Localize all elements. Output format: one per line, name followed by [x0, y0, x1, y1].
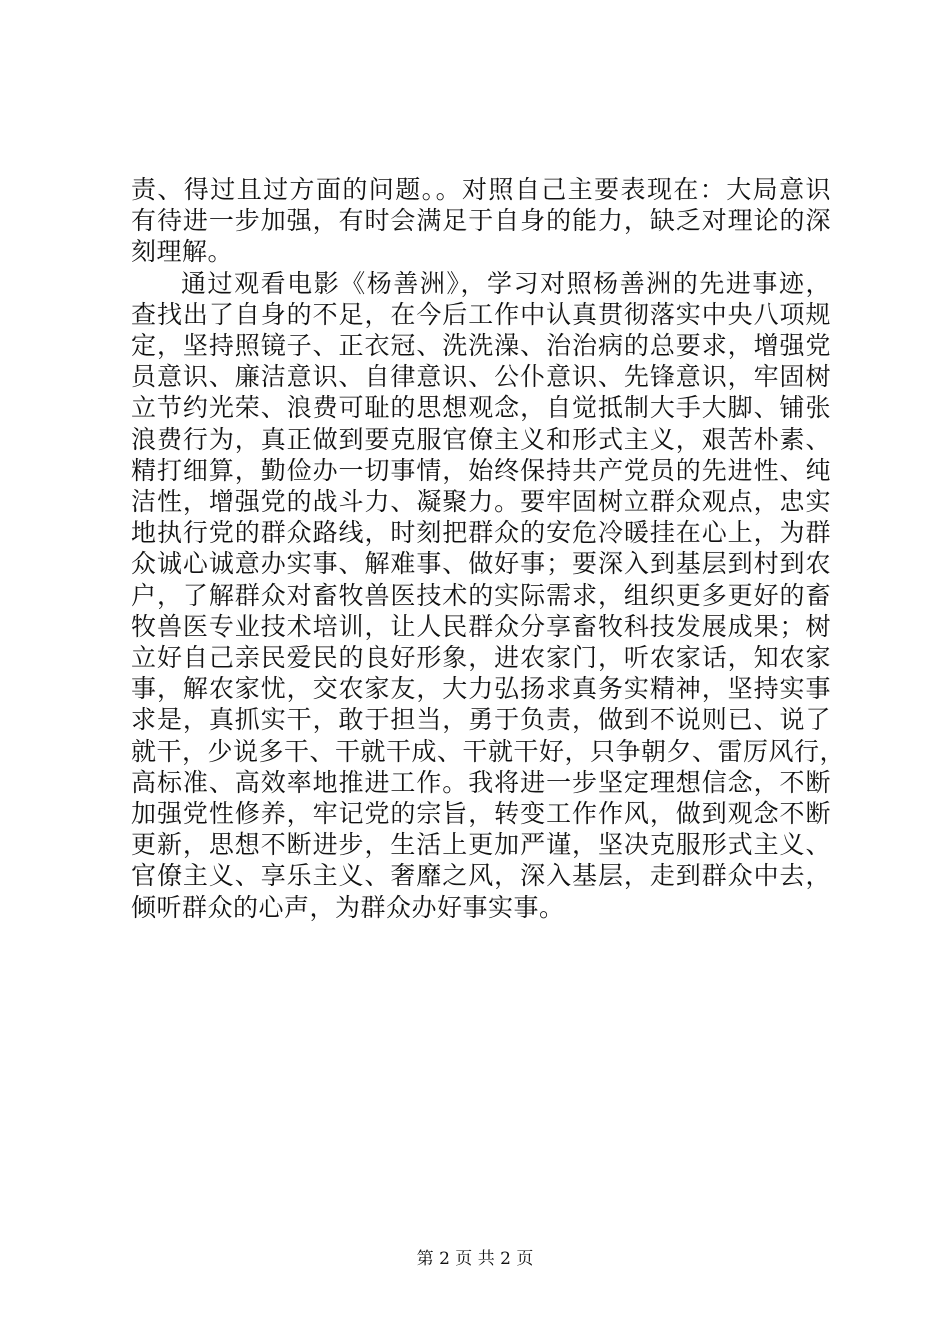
text-line: 责、得过且过方面的问题。。对照自己主要表现在：大局意识 — [131, 175, 831, 204]
text-line: 地执行党的群众路线，时刻把群众的安危冷暖挂在心上，为群 — [131, 518, 831, 548]
text-line: 通过观看电影《杨善洲》，学习对照杨善洲的先进事迹， — [181, 268, 831, 298]
text-line: 立节约光荣、浪费可耻的思想观念，自觉抵制大手大脚、铺张 — [131, 393, 831, 423]
page-footer — [0, 1244, 950, 1269]
text-line: 牧兽医专业技术培训，让人民群众分享畜牧科技发展成果；树 — [131, 611, 831, 641]
page-number-label: 第 2 页 共 2 页 — [416, 1249, 534, 1269]
text-line: 官僚主义、享乐主义、奢靡之风，深入基层，走到群众中去， — [131, 861, 831, 891]
text-line: 事，解农家忧，交农家友，大力弘扬求真务实精神，坚持实事 — [131, 674, 831, 704]
text-line: 员意识、廉洁意识、自律意识、公仆意识、先锋意识，牢固树 — [131, 362, 831, 392]
text-line: 高标准、高效率地推进工作。我将进一步坚定理想信念，不断 — [131, 767, 831, 797]
text-line: 更新，思想不断进步，生活上更加严谨，坚决克服形式主义、 — [131, 830, 831, 860]
text-line: 加强党性修养，牢记党的宗旨，转变工作作风，做到观念不断 — [131, 799, 831, 829]
text-line: 有待进一步加强，有时会满足于自身的能力，缺乏对理论的深 — [131, 206, 831, 236]
text-line: 户，了解群众对畜牧兽医技术的实际需求，组织更多更好的畜 — [131, 580, 831, 610]
text-line: 就干，少说多干、干就干成、干就干好，只争朝夕、雷厉风行， — [131, 736, 846, 766]
text-line: 定，坚持照镜子、正衣冠、洗洗澡、治治病的总要求，增强党 — [131, 331, 831, 361]
text-line: 查找出了自身的不足，在今后工作中认真贯彻落实中央八项规 — [131, 299, 831, 329]
text-line: 洁性，增强党的战斗力、凝聚力。要牢固树立群众观点，忠实 — [131, 487, 831, 517]
text-line: 精打细算，勤俭办一切事情，始终保持共产党员的先进性、纯 — [131, 455, 831, 485]
text-line: 众诚心诚意办实事、解难事、做好事；要深入到基层到村到农 — [131, 549, 831, 579]
paragraph-2 — [131, 268, 846, 923]
document-body — [131, 174, 846, 923]
text-line: 浪费行为，真正做到要克服官僚主义和形式主义，艰苦朴素、 — [131, 424, 831, 454]
text-line: 倾听群众的心声，为群众办好事实事。 — [131, 892, 565, 922]
paragraph-1 — [131, 174, 831, 268]
text-line: 求是，真抓实干，敢于担当，勇于负责，做到不说则已、说了 — [131, 705, 831, 735]
text-line: 刻理解。 — [131, 237, 234, 267]
text-line: 立好自己亲民爱民的良好形象，进农家门，听农家话，知农家 — [131, 643, 831, 673]
